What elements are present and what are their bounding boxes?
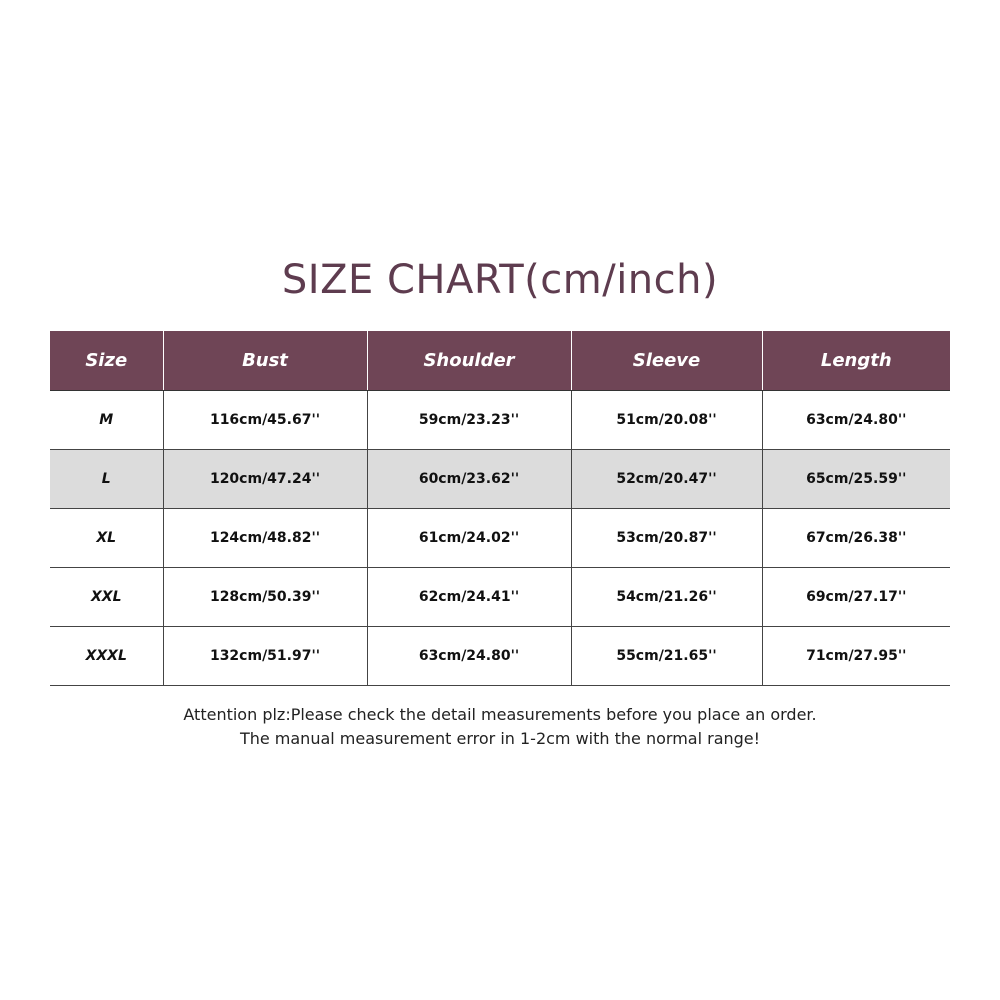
sleeve-cell: 54cm/21.26'' [571, 568, 762, 627]
header-shoulder: Shoulder [367, 331, 571, 391]
length-cell: 71cm/27.95'' [762, 627, 950, 686]
shoulder-cell: 61cm/24.02'' [367, 509, 571, 568]
size-chart-title: SIZE CHART(cm/inch) [281, 257, 719, 303]
sleeve-cell: 53cm/20.87'' [571, 509, 762, 568]
table-header-row [50, 331, 950, 391]
shoulder-cell: 60cm/23.62'' [367, 450, 571, 509]
sleeve-cell: 51cm/20.08'' [571, 391, 762, 450]
bust-cell: 128cm/50.39'' [163, 568, 367, 627]
shoulder-cell: 59cm/23.23'' [367, 391, 571, 450]
size-cell: XL [50, 509, 163, 568]
attention-note: Attention plz:Please check the detail measurements before you place an order. [183, 705, 817, 724]
table-row [50, 450, 950, 509]
size-cell: XXXL [50, 627, 163, 686]
table-row [50, 391, 950, 450]
length-cell: 67cm/26.38'' [762, 509, 950, 568]
header-sleeve: Sleeve [571, 331, 762, 391]
sleeve-cell: 52cm/20.47'' [571, 450, 762, 509]
bust-cell: 120cm/47.24'' [163, 450, 367, 509]
header-bust: Bust [163, 331, 367, 391]
header-size: Size [50, 331, 163, 391]
bust-cell: 124cm/48.82'' [163, 509, 367, 568]
size-cell: L [50, 450, 163, 509]
table-row [50, 627, 950, 686]
size-cell: M [50, 391, 163, 450]
bust-cell: 116cm/45.67'' [163, 391, 367, 450]
header-length: Length [762, 331, 950, 391]
measurement-error-note: The manual measurement error in 1-2cm with the normal range! [239, 729, 761, 748]
length-cell: 63cm/24.80'' [762, 391, 950, 450]
sleeve-cell: 55cm/21.65'' [571, 627, 762, 686]
size-cell: XXL [50, 568, 163, 627]
shoulder-cell: 63cm/24.80'' [367, 627, 571, 686]
size-table [50, 331, 950, 686]
table-row [50, 509, 950, 568]
length-cell: 69cm/27.17'' [762, 568, 950, 627]
shoulder-cell: 62cm/24.41'' [367, 568, 571, 627]
length-cell: 65cm/25.59'' [762, 450, 950, 509]
table-row [50, 568, 950, 627]
bust-cell: 132cm/51.97'' [163, 627, 367, 686]
